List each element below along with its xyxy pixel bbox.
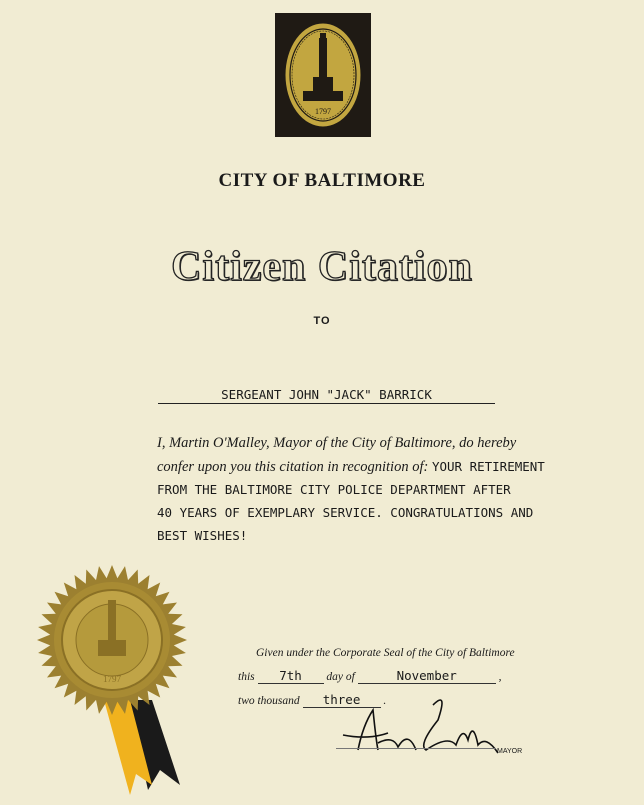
svg-text:1797: 1797 <box>103 674 121 684</box>
year-field: three <box>303 692 381 708</box>
body-line-3: FROM THE BALTIMORE CITY POLICE DEPARTMENT AFTER <box>157 482 511 497</box>
date-line: this 7th day of November , <box>238 668 502 683</box>
gold-seal <box>20 560 210 805</box>
heading-city: CITY OF BALTIMORE <box>218 170 426 191</box>
document-title: Citizen Citation <box>171 244 473 290</box>
body-line-2-italic: confer upon you this citation in recognition of: <box>157 459 429 475</box>
day-of-label: day of <box>326 671 355 683</box>
month-field: November <box>358 668 496 684</box>
day-field: 7th <box>258 668 324 684</box>
recipient-name: SERGEANT JOHN "JACK" BARRICK <box>158 387 495 404</box>
mayor-label: MAYOR <box>497 748 523 755</box>
body-line-2 <box>157 455 557 479</box>
year-line: two thousand three . <box>238 692 387 707</box>
mayor-signature <box>338 695 503 770</box>
svg-text:1797: 1797 <box>315 107 331 116</box>
body-line-1: I, Martin O'Malley, Mayor of the City of Baltimore, do hereby <box>157 435 517 451</box>
signature-line <box>336 748 496 749</box>
this-label: this <box>238 671 255 683</box>
body-line-5: BEST WISHES! <box>157 528 248 543</box>
city-seal-logo <box>275 13 371 137</box>
body-line-2-typed: YOUR RETIREMENT <box>431 459 545 474</box>
given-text: Given under the Corporate Seal of the City of Baltimore <box>256 647 515 659</box>
body-line-4: 40 YEARS OF EXEMPLARY SERVICE. CONGRATULATIONS AND <box>157 505 534 520</box>
to-label: TO <box>313 315 331 327</box>
year-label: two thousand <box>238 695 300 707</box>
